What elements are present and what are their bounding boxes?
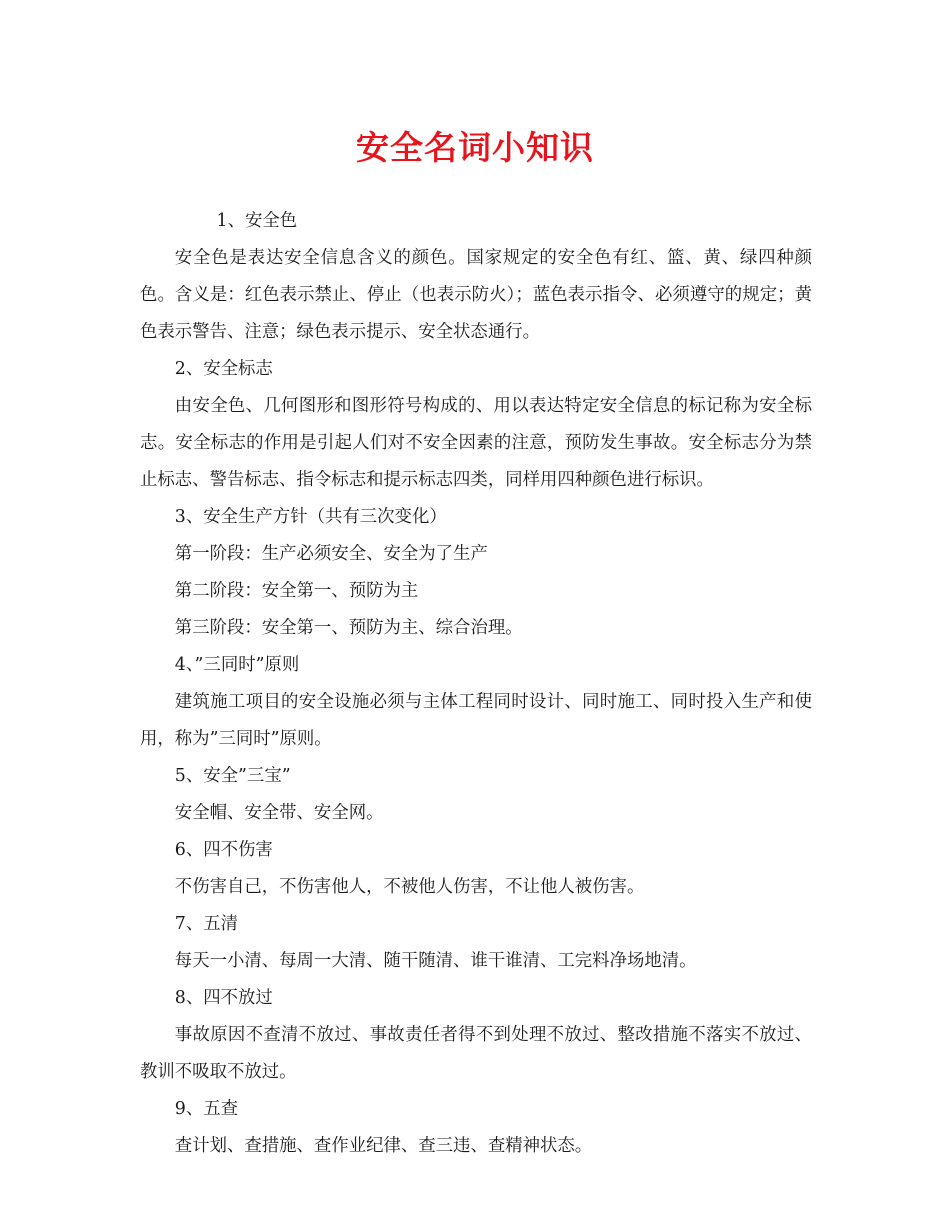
- paragraph-policy-stage-3: 第三阶段：安全第一、预防为主、综合治理。: [174, 618, 523, 638]
- paragraph-safety-sign: 由安全色、几何图形和图形符号构成的、用以表达特定安全信息的标记称为安全标志。安全标志的作用是引起人们对不安全因素的注意，预防发生事故。安全标志分为禁止标志、警告标志、指令标志和提示标志四类，同样用四种颜色进行标识。: [140, 396, 812, 490]
- paragraph-policy-stage-1: 第一阶段：生产必须安全、安全为了生产: [174, 544, 488, 564]
- section-heading-safety-sign: 2、安全标志: [174, 359, 273, 379]
- paragraph-policy-stage-2: 第二阶段：安全第一、预防为主: [174, 581, 419, 601]
- paragraph-three-simultaneous: 建筑施工项目的安全设施必须与主体工程同时设计、同时施工、同时投入生产和使用，称为”三同时”原则。: [140, 692, 812, 749]
- paragraph-five-checks: 查计划、查措施、查作业纪律、查三违、查精神状态。: [174, 1136, 593, 1156]
- paragraph-four-no-pass: 事故原因不查清不放过、事故责任者得不到处理不放过、整改措施不落实不放过、教训不吸取不放过。: [140, 1025, 812, 1082]
- document-body: [140, 203, 812, 1165]
- paragraph-five-cleans: 每天一小清、每周一大清、随干随清、谁干谁清、工完料净场地清。: [174, 951, 697, 971]
- section-heading-three-treasures: 5、安全”三宝”: [174, 766, 291, 786]
- paragraph-safety-color: 安全色是表达安全信息含义的颜色。国家规定的安全色有红、篮、黄、绿四种颜色。含义是：红色表示禁止、停止（也表示防火）；蓝色表示指令、必须遵守的规定；黄色表示警告、注意；绿色表示提示、安全状态通行。: [140, 248, 812, 342]
- section-heading-four-no-pass: 8、四不放过: [174, 988, 273, 1008]
- section-heading-four-no-harm: 6、四不伤害: [174, 840, 273, 860]
- section-heading-safety-color: 1、安全色: [216, 211, 298, 231]
- paragraph-four-no-harm: 不伤害自己，不伤害他人，不被他人伤害，不让他人被伤害。: [174, 877, 645, 897]
- section-heading-five-cleans: 7、五清: [174, 914, 239, 934]
- paragraph-three-treasures: 安全帽、安全带、安全网。: [174, 803, 384, 823]
- section-heading-five-checks: 9、五查: [174, 1099, 239, 1119]
- document-title: 安全名词小知识: [356, 128, 594, 167]
- section-heading-safety-policy: 3、安全生产方针（共有三次变化）: [174, 507, 447, 527]
- section-heading-three-simultaneous: 4、”三同时”原则: [174, 655, 300, 675]
